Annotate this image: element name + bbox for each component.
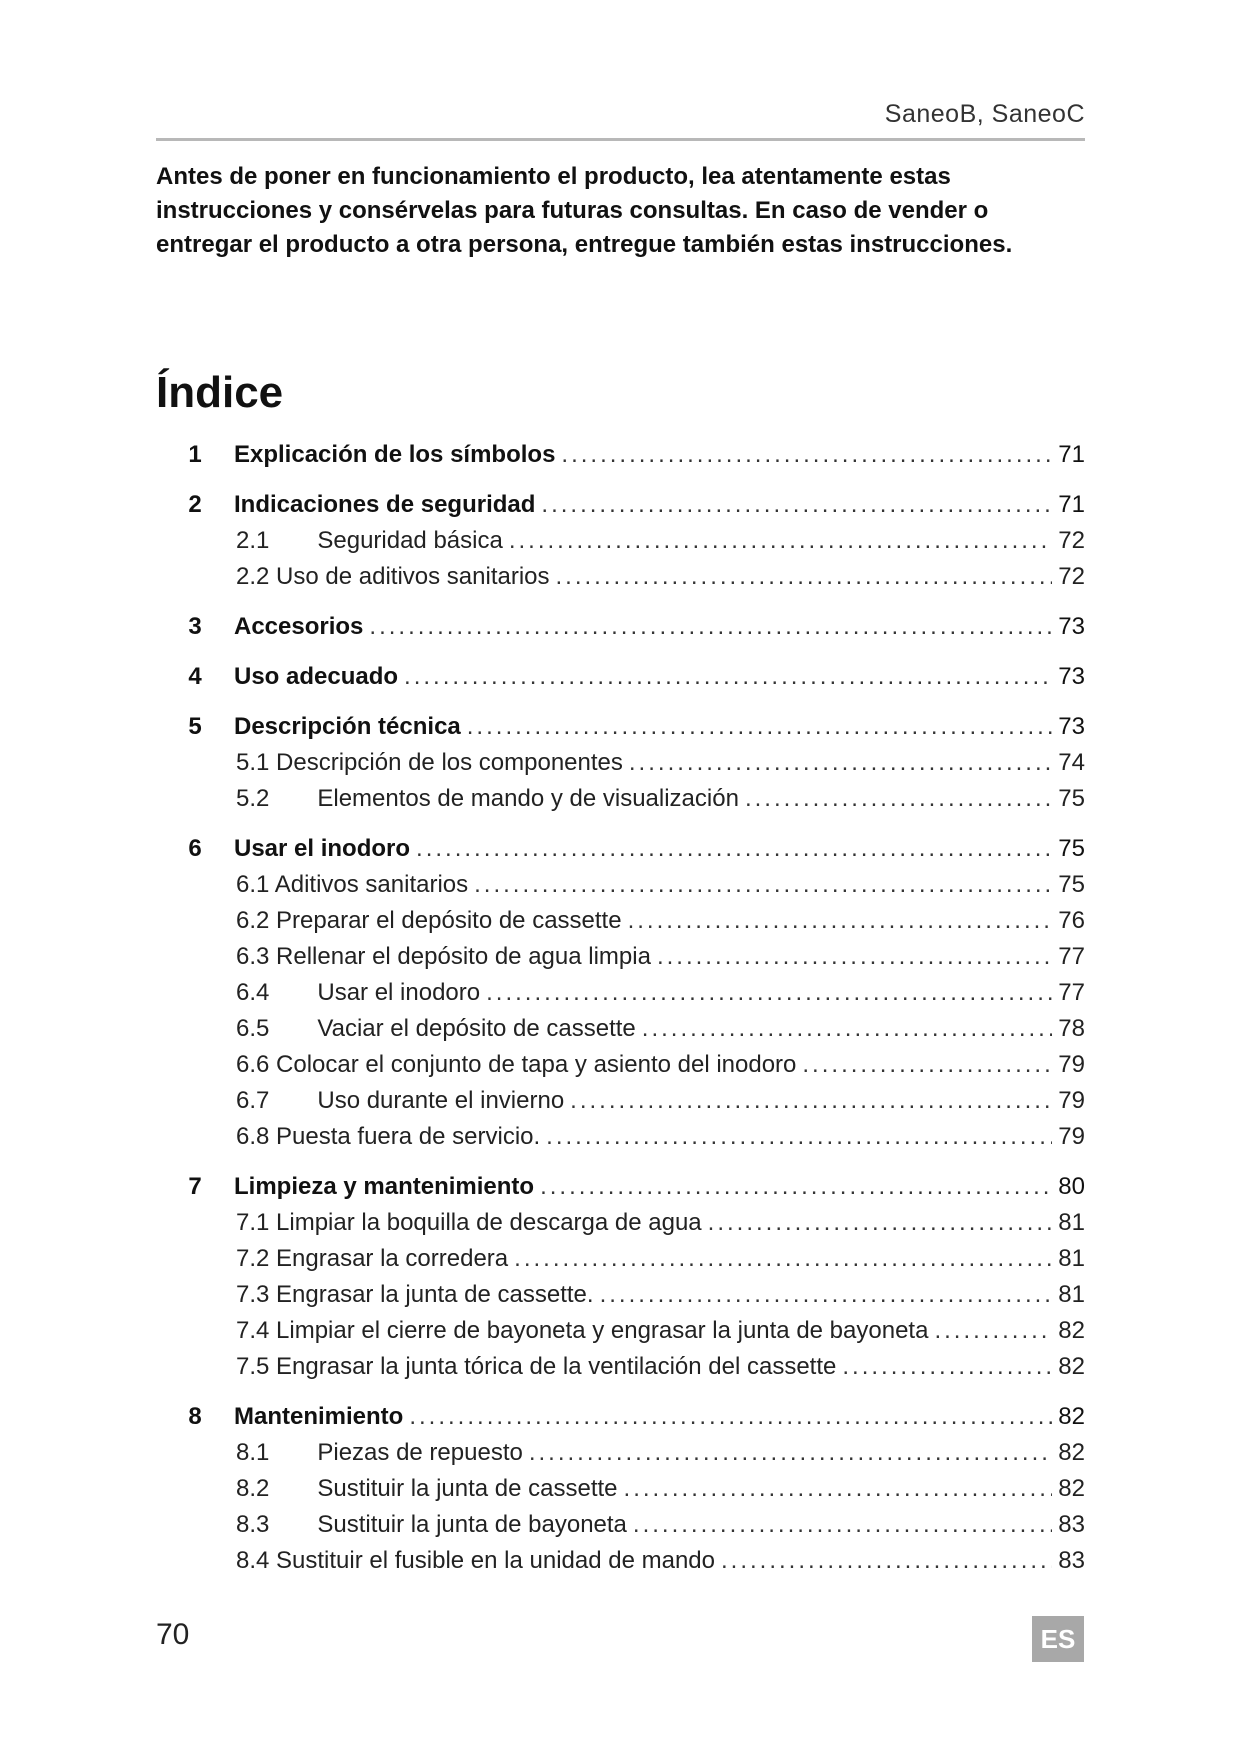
toc-entry-page: 73 <box>1058 613 1085 640</box>
toc-entry-page: 72 <box>1058 527 1085 554</box>
header-rule <box>156 138 1085 141</box>
toc-dot-leader <box>629 749 1052 777</box>
toc-section-entry[interactable] <box>156 1511 1085 1547</box>
toc-section-entry[interactable] <box>156 1353 1085 1389</box>
toc-dot-leader <box>628 907 1053 935</box>
toc-heading: Índice <box>156 368 284 417</box>
toc-entry-page: 75 <box>1058 785 1085 812</box>
toc-entry-title: 8.4 Sustituir el fusible en la unidad de mando <box>236 1547 715 1574</box>
toc-entry-title: 7.4 Limpiar el cierre de bayoneta y engrasar la junta de bayoneta <box>236 1317 929 1344</box>
toc-dot-leader <box>642 1015 1053 1043</box>
toc-chapter-entry[interactable] <box>156 663 1085 699</box>
toc-dot-leader <box>509 527 1052 555</box>
page-number: 70 <box>156 1618 190 1651</box>
toc-chapter-entry[interactable] <box>156 441 1085 477</box>
toc-dot-leader <box>474 871 1052 899</box>
toc-entry-page: 82 <box>1058 1475 1085 1502</box>
toc-dot-leader <box>721 1547 1052 1575</box>
toc-entry-page: 75 <box>1058 871 1085 898</box>
toc-entry-title: 5.1 Descripción de los componentes <box>236 749 623 776</box>
toc-dot-leader <box>657 943 1052 971</box>
toc-dot-leader <box>467 713 1053 741</box>
toc-entry-page: 83 <box>1058 1547 1085 1574</box>
toc-dot-leader <box>802 1051 1052 1079</box>
header-title: SaneoB, SaneoC <box>884 100 1085 128</box>
toc-dot-leader <box>409 1403 1052 1431</box>
toc-entry-title: 6.1 Aditivos sanitarios <box>236 871 469 898</box>
toc-entry-title: 2.2 Uso de aditivos sanitarios <box>236 563 550 590</box>
toc-section-entry[interactable] <box>156 1051 1085 1087</box>
toc-entry-page: 72 <box>1058 563 1085 590</box>
toc-entry-title: Uso adecuado <box>234 663 399 690</box>
toc-entry-page: 82 <box>1058 1353 1085 1380</box>
toc-section-entry[interactable] <box>156 979 1085 1015</box>
toc-entry-page: 79 <box>1058 1087 1085 1114</box>
toc-section-entry[interactable] <box>156 563 1085 599</box>
toc-section-entry[interactable] <box>156 1547 1085 1583</box>
toc-entry-page: 81 <box>1058 1209 1085 1236</box>
toc-entry-title: 6.4 Usar el inodoro <box>236 979 481 1006</box>
toc-section-entry[interactable] <box>156 1439 1085 1475</box>
toc-entry-title: 8.1 Piezas de repuesto <box>236 1439 523 1466</box>
toc-dot-leader <box>486 979 1052 1007</box>
toc-section-entry[interactable] <box>156 871 1085 907</box>
toc-section-entry[interactable] <box>156 1281 1085 1317</box>
toc-entry-page: 73 <box>1058 663 1085 690</box>
toc-chapter-entry[interactable] <box>156 1403 1085 1439</box>
toc-chapter-entry[interactable] <box>156 613 1085 649</box>
toc-dot-leader <box>842 1353 1052 1381</box>
toc-entry-page: 83 <box>1058 1511 1085 1538</box>
toc-entry-page: 75 <box>1058 835 1085 862</box>
toc-section-entry[interactable] <box>156 785 1085 821</box>
toc-entry-page: 77 <box>1058 943 1085 970</box>
toc-entry-page: 71 <box>1058 441 1085 468</box>
toc-chapter-number: 1 <box>188 441 202 468</box>
toc-chapter-number: 7 <box>188 1173 202 1200</box>
toc-dot-leader <box>540 1173 1052 1201</box>
toc-dot-leader <box>369 613 1052 641</box>
toc-entry-page: 71 <box>1058 491 1085 518</box>
toc-dot-leader <box>624 1475 1053 1503</box>
toc-section-entry[interactable] <box>156 1123 1085 1159</box>
toc-entry-page: 81 <box>1058 1281 1085 1308</box>
toc-dot-leader <box>514 1245 1052 1273</box>
toc-section-entry[interactable] <box>156 1475 1085 1511</box>
toc-entry-title: 7.2 Engrasar la corredera <box>236 1245 509 1272</box>
toc-dot-leader <box>745 785 1052 813</box>
toc-section-entry[interactable] <box>156 943 1085 979</box>
toc-entry-title: 6.6 Colocar el conjunto de tapa y asiento del inodoro <box>236 1051 797 1078</box>
toc-chapter-number: 2 <box>188 491 202 518</box>
toc-entry-title: Accesorios <box>234 613 364 640</box>
toc-chapter-number: 6 <box>188 835 202 862</box>
toc-entry-title: 5.2 Elementos de mando y de visualización <box>236 785 739 812</box>
toc-dot-leader <box>633 1511 1052 1539</box>
toc-entry-title: Explicación de los símbolos <box>234 441 556 468</box>
toc-dot-leader <box>556 563 1053 591</box>
toc-entry-title: Indicaciones de seguridad <box>234 491 536 518</box>
toc-section-entry[interactable] <box>156 527 1085 563</box>
toc-entry-page: 80 <box>1058 1173 1085 1200</box>
toc-entry-title: 6.2 Preparar el depósito de cassette <box>236 907 622 934</box>
toc-dot-leader <box>541 491 1052 519</box>
toc-chapter-number: 3 <box>188 613 202 640</box>
toc-dot-leader <box>404 663 1052 691</box>
toc-entry-title: Usar el inodoro <box>234 835 411 862</box>
toc-dot-leader <box>561 441 1052 469</box>
toc-entry-page: 73 <box>1058 713 1085 740</box>
toc-chapter-number: 5 <box>188 713 202 740</box>
toc-dot-leader <box>529 1439 1052 1467</box>
intro-notice: Antes de poner en funcionamiento el producto, lea atentamente estas instrucciones y consérvelas para futuras consultas. En caso de vender o entregar el producto a otra persona, entregue también estas instrucciones. <box>156 163 1013 258</box>
language-badge: ES <box>1032 1616 1084 1662</box>
toc-section-entry[interactable] <box>156 1209 1085 1245</box>
toc-dot-leader <box>416 835 1052 863</box>
toc-dot-leader <box>934 1317 1052 1345</box>
toc-dot-leader <box>600 1281 1053 1309</box>
toc-entry-page: 76 <box>1058 907 1085 934</box>
toc-entry-title: 8.3 Sustituir la junta de bayoneta <box>236 1511 627 1538</box>
toc-chapter-entry[interactable] <box>156 713 1085 749</box>
table-of-contents <box>156 441 1085 1583</box>
toc-entry-title: 7.1 Limpiar la boquilla de descarga de agua <box>236 1209 702 1236</box>
toc-entry-title: Mantenimiento <box>234 1403 404 1430</box>
toc-entry-title: 6.7 Uso durante el invierno <box>236 1087 565 1114</box>
toc-entry-title: 6.5 Vaciar el depósito de cassette <box>236 1015 636 1042</box>
toc-entry-title: 6.8 Puesta fuera de servicio. <box>236 1123 541 1150</box>
toc-section-entry[interactable] <box>156 1245 1085 1281</box>
toc-section-entry[interactable] <box>156 749 1085 785</box>
toc-entry-page: 82 <box>1058 1317 1085 1344</box>
toc-entry-title: 2.1 Seguridad básica <box>236 527 503 554</box>
toc-entry-title: Limpieza y mantenimiento <box>234 1173 535 1200</box>
toc-entry-page: 74 <box>1058 749 1085 776</box>
toc-entry-page: 82 <box>1058 1403 1085 1430</box>
toc-dot-leader <box>546 1123 1052 1151</box>
toc-entry-page: 79 <box>1058 1051 1085 1078</box>
toc-chapter-number: 4 <box>188 663 202 690</box>
toc-entry-page: 77 <box>1058 979 1085 1006</box>
toc-section-entry[interactable] <box>156 1015 1085 1051</box>
toc-entry-page: 79 <box>1058 1123 1085 1150</box>
toc-chapter-entry[interactable] <box>156 1173 1085 1209</box>
toc-entry-title: 8.2 Sustituir la junta de cassette <box>236 1475 618 1502</box>
toc-entry-page: 82 <box>1058 1439 1085 1466</box>
toc-chapter-entry[interactable] <box>156 835 1085 871</box>
toc-entry-title: Descripción técnica <box>234 713 461 740</box>
toc-section-entry[interactable] <box>156 1317 1085 1353</box>
toc-dot-leader <box>708 1209 1053 1237</box>
toc-entry-page: 78 <box>1058 1015 1085 1042</box>
toc-entry-title: 6.3 Rellenar el depósito de agua limpia <box>236 943 651 970</box>
toc-dot-leader <box>570 1087 1052 1115</box>
toc-section-entry[interactable] <box>156 907 1085 943</box>
toc-entry-title: 7.3 Engrasar la junta de cassette. <box>236 1281 594 1308</box>
toc-section-entry[interactable] <box>156 1087 1085 1123</box>
toc-chapter-entry[interactable] <box>156 491 1085 527</box>
toc-entry-title: 7.5 Engrasar la junta tórica de la ventilación del cassette <box>236 1353 837 1380</box>
toc-entry-page: 81 <box>1058 1245 1085 1272</box>
toc-chapter-number: 8 <box>188 1403 202 1430</box>
